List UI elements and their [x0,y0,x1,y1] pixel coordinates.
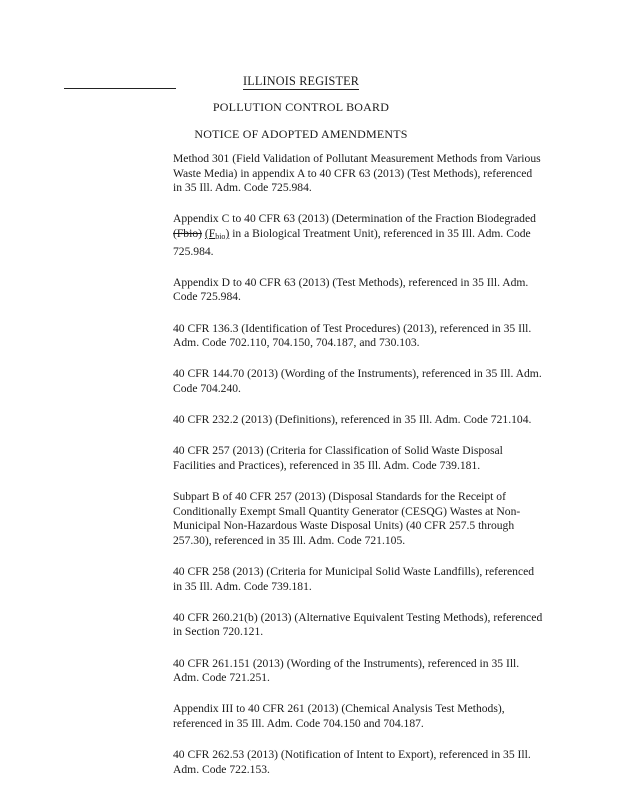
register-title: ILLINOIS REGISTER [242,74,360,88]
reference-entry: 40 CFR 136.3 (Identification of Test Procedures) (2013), referenced in 35 Ill. Adm. Code 702.110, 704.150, 704.187, and 730.103. [173,321,532,350]
inserted-text: $(F_{bio})$ [204,226,230,241]
reference-entry: Subpart B of 40 CFR 257 (2013) (Disposal Standards for the Receipt of Conditionally Exempt Small Quantity Generator (CESQG) Wastes at Non-Municipal Non-Hazardous Waste Disposal Units) (40 CFR 257.5 through 257.30), referenced in 35 Ill. Adm. Code 721.105. [173,490,521,547]
reference-entry: 40 CFR 257 (2013) (Criteria for Classification of Solid Waste Disposal Facilities and Practices), referenced in 35 Ill. Adm. Code 739.181. [173,444,503,472]
reference-entry: Appendix C to 40 CFR 63 (2013) (Determination of the Fraction Biodegraded (Fbio) $(F_{bio})$ in a Biological Treatment Unit), referenced in 35 Ill. Adm. Code 725.984. [173,212,536,258]
reference-entry: Appendix D to 40 CFR 63 (2013) (Test Methods), referenced in 35 Ill. Adm. Code 725.984. [173,275,529,304]
reference-entry: 40 CFR 258 (2013) (Criteria for Municipal Solid Waste Landfills), referenced in 35 Ill. Adm. Code 739.181. [173,565,535,593]
agency-title: POLLUTION CONTROL BOARD [212,100,390,114]
reference-entry: 40 CFR 260.21(b) (2013) (Alternative Equivalent Testing Methods), referenced in Section 720.121. [173,610,543,639]
deleted-text: (Fbio) [173,226,202,240]
reference-entry: Method 301 (Field Validation of Pollutant Measurement Methods from Various Waste Media) in appendix A to 40 CFR 63 (2013) (Test Methods), referenced in 35 Ill. Adm. Code 725.984. [173,152,541,195]
incorporated-references-list [173,152,543,794]
notice-title: NOTICE OF ADOPTED AMENDMENTS [194,127,408,141]
reference-entry: 40 CFR 262.53 (2013) (Notification of Intent to Export), referenced in 35 Ill. Adm. Code 722.153. [173,748,531,776]
reference-entry: 40 CFR 144.70 (2013) (Wording of the Instruments), referenced in 35 Ill. Adm. Code 704.240. [173,367,542,395]
reference-entry: 40 CFR 261.151 (2013) (Wording of the Instruments), referenced in 35 Ill. Adm. Code 721.251. [173,656,520,685]
reference-entry: 40 CFR 232.2 (2013) (Definitions), referenced in 35 Ill. Adm. Code 721.104. [173,413,532,427]
reference-entry: Appendix III to 40 CFR 261 (2013) (Chemical Analysis Test Methods), referenced in 35 Ill. Adm. Code 704.150 and 704.187. [173,702,505,730]
